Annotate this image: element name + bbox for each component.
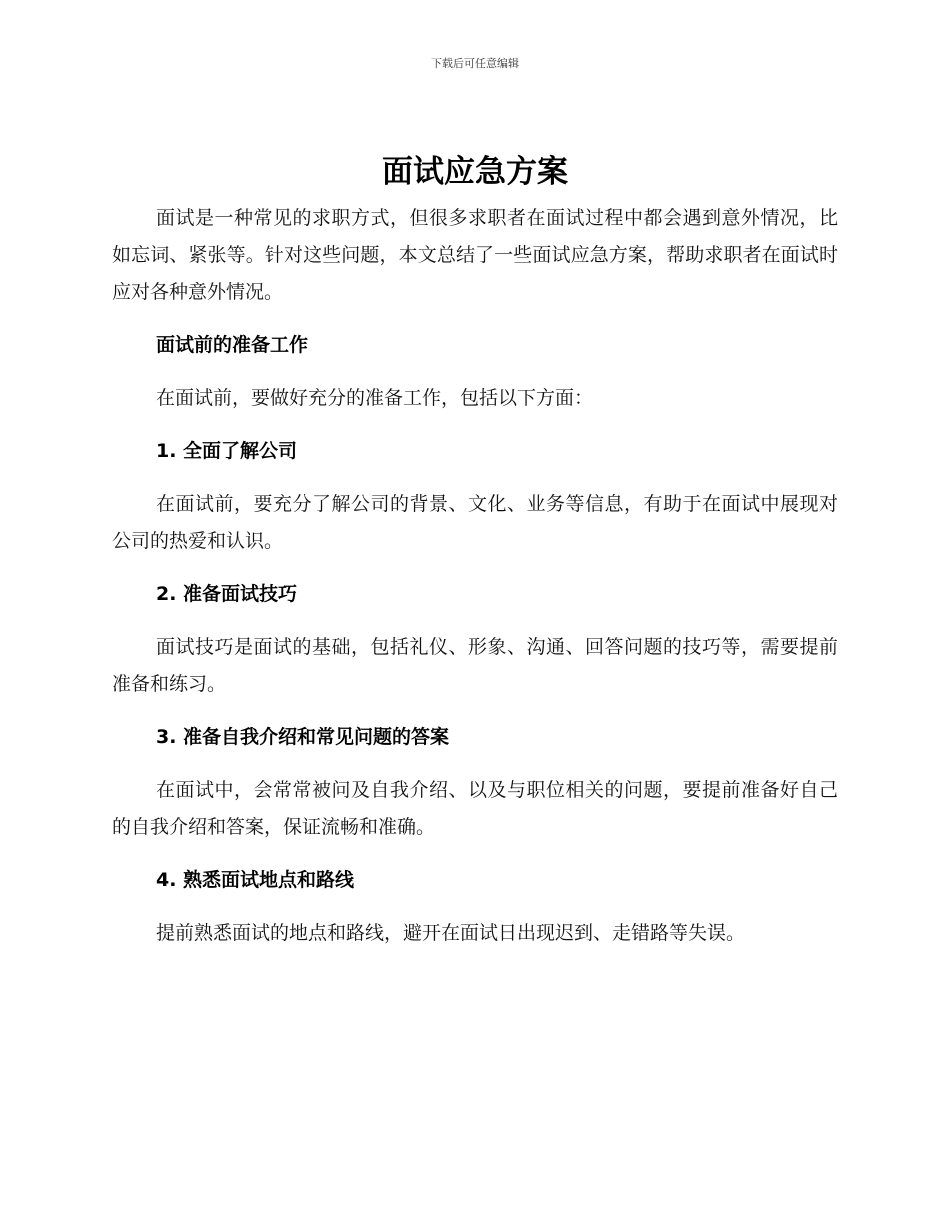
item-body-1: 在面试前，要充分了解公司的背景、文化、业务等信息，有助于在面试中展现对公司的热爱和认识。: [112, 493, 838, 552]
item-heading-4: 4. 熟悉面试地点和路线: [156, 869, 355, 891]
section-heading: 面试前的准备工作: [156, 334, 309, 356]
intro-paragraph: 面试是一种常见的求职方式，但很多求职者在面试过程中都会遇到意外情况，比如忘词、紧张等。针对这些问题，本文总结了一些面试应急方案，帮助求职者在面试时应对各种意外情况。: [112, 207, 838, 303]
item-heading-2: 2. 准备面试技巧: [156, 583, 298, 605]
item-heading-1: 1. 全面了解公司: [156, 440, 298, 462]
item-heading-3: 3. 准备自我介绍和常见问题的答案: [156, 726, 450, 748]
page-header: 下载后可任意编辑: [431, 57, 519, 70]
document-body: [112, 200, 838, 968]
item-body-2: 面试技巧是面试的基础，包括礼仪、形象、沟通、回答问题的技巧等，需要提前准备和练习。: [112, 636, 838, 695]
document-title: 面试应急方案: [382, 154, 568, 190]
item-body-3: 在面试中，会常常被问及自我介绍、以及与职位相关的问题，要提前准备好自己的自我介绍和答案，保证流畅和准确。: [112, 779, 838, 838]
section-lead-paragraph: 在面试前，要做好充分的准备工作，包括以下方面：: [156, 387, 594, 409]
item-body-4: 提前熟悉面试的地点和路线，避开在面试日出现迟到、走错路等失误。: [156, 922, 746, 944]
